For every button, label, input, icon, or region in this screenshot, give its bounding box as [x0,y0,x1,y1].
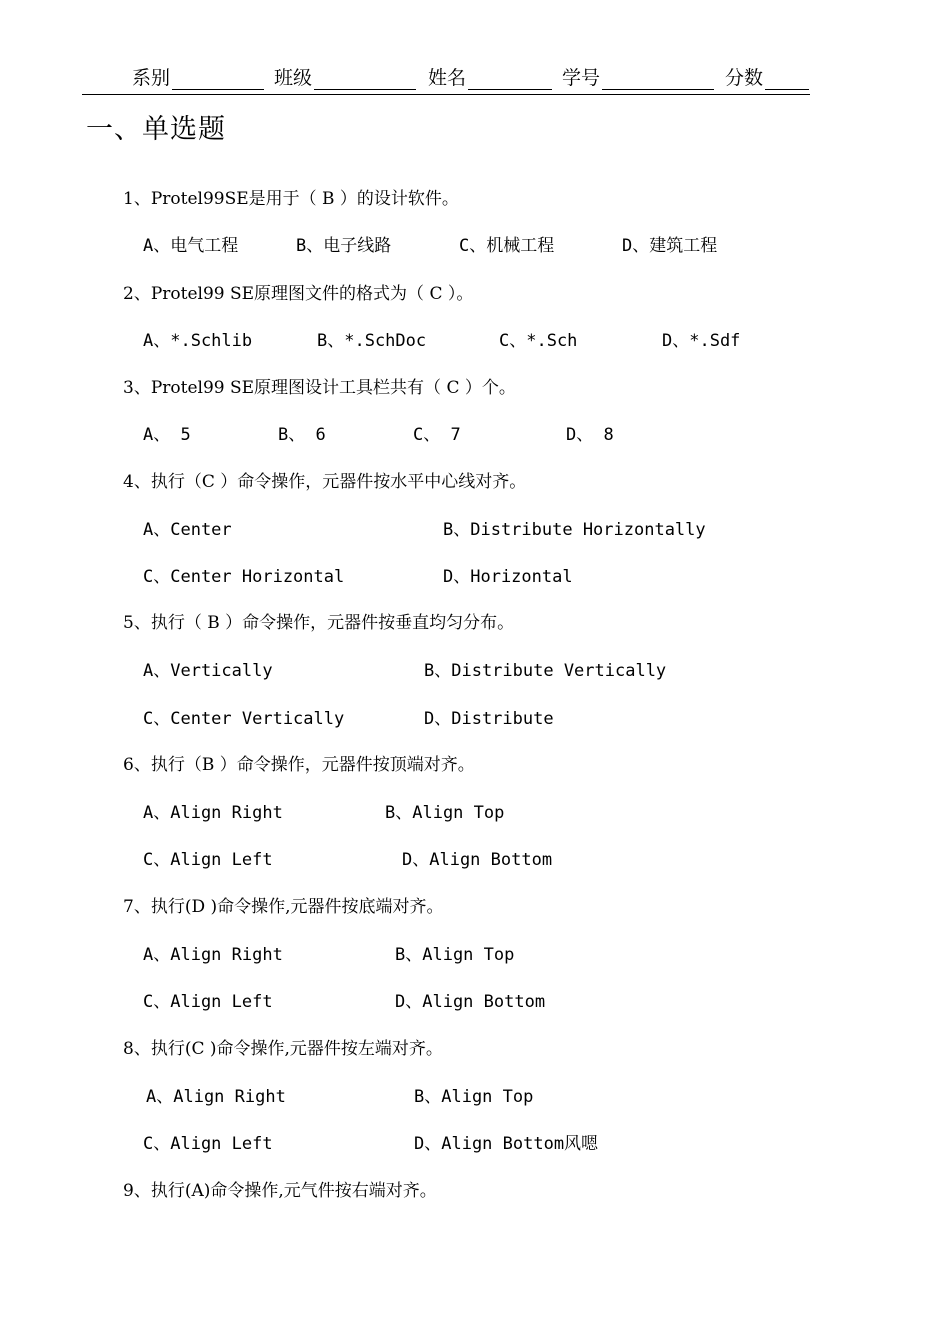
question-7: 7、执行(D )命令操作,元器件按底端对齐。 [123,897,444,917]
question-9: 9、执行(A)命令操作,元气件按右端对齐。 [123,1181,437,1201]
q5-option-a: A、Vertically [143,661,273,681]
dept-field [132,66,264,90]
question-8: 8、执行(C )命令操作,元器件按左端对齐。 [123,1039,443,1059]
student-info-header [82,66,810,95]
q6-option-a: A、Align Right [143,803,283,823]
q4-option-d: D、Horizontal [443,567,573,587]
q6-option-b: B、Align Top [385,803,505,823]
q3-option-a: A、 5 [143,425,191,445]
q7-option-c: C、Align Left [143,992,273,1012]
q8-option-a: A、Align Right [146,1087,286,1107]
q2-option-b: B、*.SchDoc [317,331,427,351]
q2-option-d: D、*.Sdf [662,331,741,351]
question-4: 4、执行（C ）命令操作，元器件按水平中心线对齐。 [123,472,527,492]
q2-option-c: C、*.Sch [499,331,578,351]
name-field [428,66,552,90]
q3-option-d: D、 8 [566,425,614,445]
question-6: 6、执行（B ）命令操作，元器件按顶端对齐。 [123,755,475,775]
q3-option-c: C、 7 [413,425,461,445]
q7-option-d: D、Align Bottom [395,992,546,1012]
question-2: 2、Protel99 SE原理图文件的格式为（ C ）。 [123,284,474,304]
name-label: 姓名 [428,67,467,89]
q5-option-c: C、Center Vertically [143,709,345,729]
q1-option-c: C、机械工程 [459,236,555,256]
class-label: 班级 [274,67,313,89]
q2-option-a: A、*.Schlib [143,331,253,351]
score-label: 分数 [725,67,764,89]
q5-option-b: B、Distribute Vertically [424,661,667,681]
dept-blank[interactable] [172,71,264,90]
score-blank[interactable] [765,71,809,90]
q7-option-b: B、Align Top [395,945,515,965]
student-id-label: 学号 [562,67,601,89]
q1-option-d: D、建筑工程 [622,236,718,256]
q4-option-a: A、Center [143,520,232,540]
q8-option-b: B、Align Top [414,1087,534,1107]
q4-option-c: C、Center Horizontal [143,567,345,587]
question-5: 5、执行（ B ）命令操作，元器件按垂直均匀分布。 [123,613,515,633]
class-field [274,66,416,90]
question-1: 1、Protel99SE是用于（ B ）的设计软件。 [123,189,459,209]
question-3: 3、Protel99 SE原理图设计工具栏共有（ C ）个。 [123,378,516,398]
name-blank[interactable] [468,71,552,90]
q8-option-d: D、Align Bottom风嗯 [414,1134,599,1154]
student-id-field [562,66,714,90]
q6-option-c: C、Align Left [143,850,273,870]
score-field [725,66,809,90]
q1-option-a: A、电气工程 [143,236,239,256]
student-id-blank[interactable] [602,71,714,90]
q7-option-a: A、Align Right [143,945,283,965]
class-blank[interactable] [314,71,416,90]
q1-option-b: B、电子线路 [296,236,392,256]
section-title: 一、单选题 [86,114,226,145]
dept-label: 系别 [132,67,171,89]
q8-option-c: C、Align Left [143,1134,273,1154]
q5-option-d: D、Distribute [424,709,554,729]
q4-option-b: B、Distribute Horizontally [443,520,706,540]
q6-option-d: D、Align Bottom [402,850,553,870]
q3-option-b: B、 6 [278,425,326,445]
